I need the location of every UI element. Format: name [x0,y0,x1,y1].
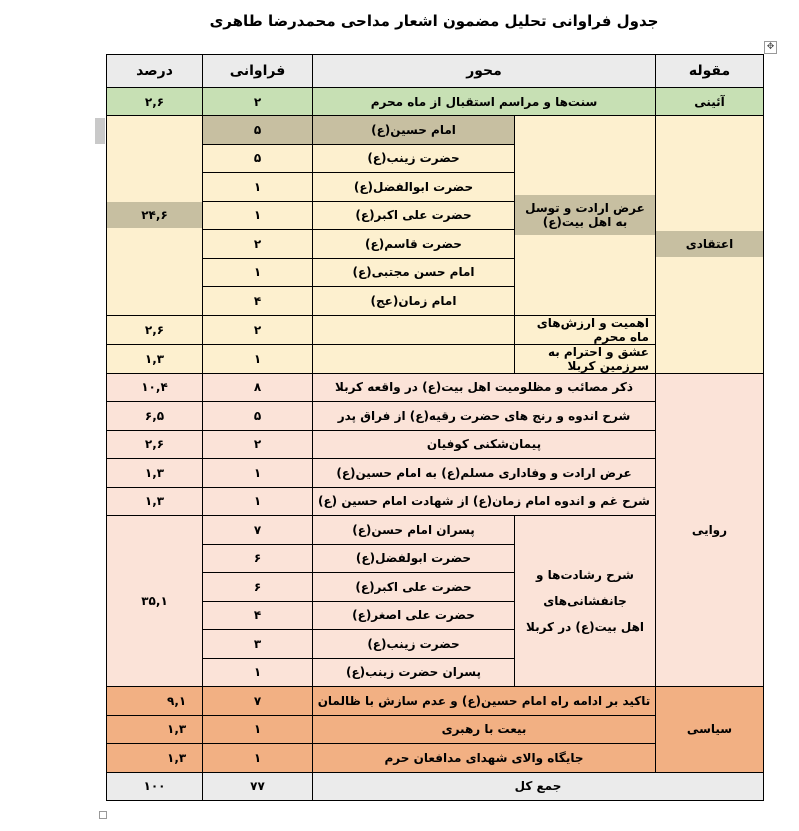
frequency-cell: ۲ [203,430,313,459]
frequency-cell: ۱ [203,715,313,744]
total-label: جمع کل [313,772,764,800]
sub-axis-cell [515,516,656,687]
frequency-cell: ۴ [203,601,313,630]
header-frequency: فراوانی [203,55,313,88]
frequency-cell: ۲ [203,230,313,259]
sub-item-cell: حضرت قاسم(ع) [313,230,515,259]
frequency-cell: ۵ [203,116,313,145]
frequency-cell: ۱ [203,173,313,202]
axis-cell: جایگاه والای شهدای مدافعان حرم [313,744,656,773]
sub-axis-label: عرض ارادت و توسل به اهل بیت(ع) [515,195,655,235]
frequency-cell: ۱ [203,487,313,516]
percent-cell: ۶,۵ [107,402,203,431]
table-row [107,88,764,116]
margin-marker [95,118,105,144]
sub-item-cell: حضرت زینب(ع) [313,630,515,659]
frequency-cell: ۷ [203,516,313,545]
sub-item-cell: امام حسین(ع) [313,116,515,145]
frequency-cell: ۱ [203,459,313,488]
axis-cell: شرح غم و اندوه امام زمان(ع) از شهادت امام حسین (ع) [313,487,656,516]
sub-item-cell: حضرت زینب(ع) [313,144,515,173]
frequency-cell: ۳ [203,630,313,659]
total-percent: ۱۰۰ [107,772,203,800]
percent-cell: ۳۵,۱ [107,516,203,687]
frequency-cell: ۱ [203,658,313,687]
sub-item-cell: امام حسن مجتبی(ع) [313,258,515,287]
frequency-cell: ۲ [203,315,313,344]
category-cell [656,116,764,374]
frequency-cell: ۸ [203,373,313,402]
total-row [107,772,764,800]
frequency-table [106,54,764,801]
axis-cell: شرح اندوه و رنج های حضرت رقیه(ع) از فراق پدر [313,402,656,431]
axis-cell: عشق و احترام به سرزمین کربلا [515,344,656,373]
frequency-cell: ۵ [203,402,313,431]
frequency-cell: ۱ [203,744,313,773]
axis-cell: عرض ارادت و وفاداری مسلم(ع) به امام حسین(ع) [313,459,656,488]
table-move-handle-icon[interactable]: ✥ [764,41,777,54]
header-category: مقوله [656,55,764,88]
percent-cell: ۹,۱ [107,687,203,716]
sub-item-cell: حضرت ابولفضل(ع) [313,544,515,573]
empty-cell [313,344,515,373]
sub-item-cell: امام زمان(عج) [313,287,515,316]
total-frequency: ۷۷ [203,772,313,800]
sub-axis-line2: اهل بیت(ع) در کربلا [525,620,645,634]
sub-item-cell: پسران امام حسن(ع) [313,516,515,545]
table-row [107,116,764,145]
axis-cell: سنت‌ها و مراسم استقبال از ماه محرم [313,88,656,116]
category-cell: آئینی [656,88,764,116]
percent-label: ۲۴,۶ [107,202,202,228]
frequency-cell: ۵ [203,144,313,173]
percent-cell: ۱۰,۴ [107,373,203,402]
percent-cell: ۱,۳ [107,487,203,516]
table-row [107,687,764,716]
sub-axis-line1: شرح رشادت‌ها و جانفشانی‌های [536,568,634,608]
sub-item-cell: پسران حضرت زینب(ع) [313,658,515,687]
percent-cell: ۱,۳ [107,344,203,373]
empty-cell [313,315,515,344]
percent-cell: ۱,۳ [107,744,203,773]
frequency-cell: ۶ [203,544,313,573]
axis-cell: بیعت با رهبری [313,715,656,744]
axis-cell: اهمیت و ارزش‌های ماه محرم [515,315,656,344]
frequency-cell: ۶ [203,573,313,602]
category-label: اعتقادی [656,231,763,257]
percent-cell: ۱,۳ [107,459,203,488]
sub-axis-cell [515,116,656,316]
table-resize-handle[interactable] [99,811,107,819]
header-axis: محور [313,55,656,88]
frequency-cell: ۱ [203,258,313,287]
sub-item-cell: حضرت علی اکبر(ع) [313,573,515,602]
sub-item-cell: حضرت ابوالفضل(ع) [313,173,515,202]
frequency-cell: ۲ [203,88,313,116]
sub-item-cell: حضرت علی اصغر(ع) [313,601,515,630]
table-row [107,373,764,402]
percent-cell: ۲,۶ [107,315,203,344]
frequency-cell: ۱ [203,344,313,373]
frequency-cell: ۱ [203,201,313,230]
axis-cell: پیمان‌شکنی کوفیان [313,430,656,459]
header-row [107,55,764,88]
percent-cell: ۲,۶ [107,430,203,459]
category-cell: سیاسی [656,687,764,773]
axis-cell: تاکید بر ادامه راه امام حسین(ع) و عدم سازش با ظالمان [313,687,656,716]
header-percent: درصد [107,55,203,88]
axis-cell: ذکر مصائب و مظلومیت اهل بیت(ع) در واقعه کربلا [313,373,656,402]
percent-cell: ۲,۶ [107,88,203,116]
category-cell: روایی [656,373,764,687]
frequency-cell: ۷ [203,687,313,716]
sub-item-cell: حضرت علی اکبر(ع) [313,201,515,230]
percent-cell: ۱,۳ [107,715,203,744]
document-title: جدول فراوانی تحلیل مضمون اشعار مداحی محمدرضا طاهری [209,12,659,30]
percent-cell [107,116,203,316]
frequency-cell: ۴ [203,287,313,316]
